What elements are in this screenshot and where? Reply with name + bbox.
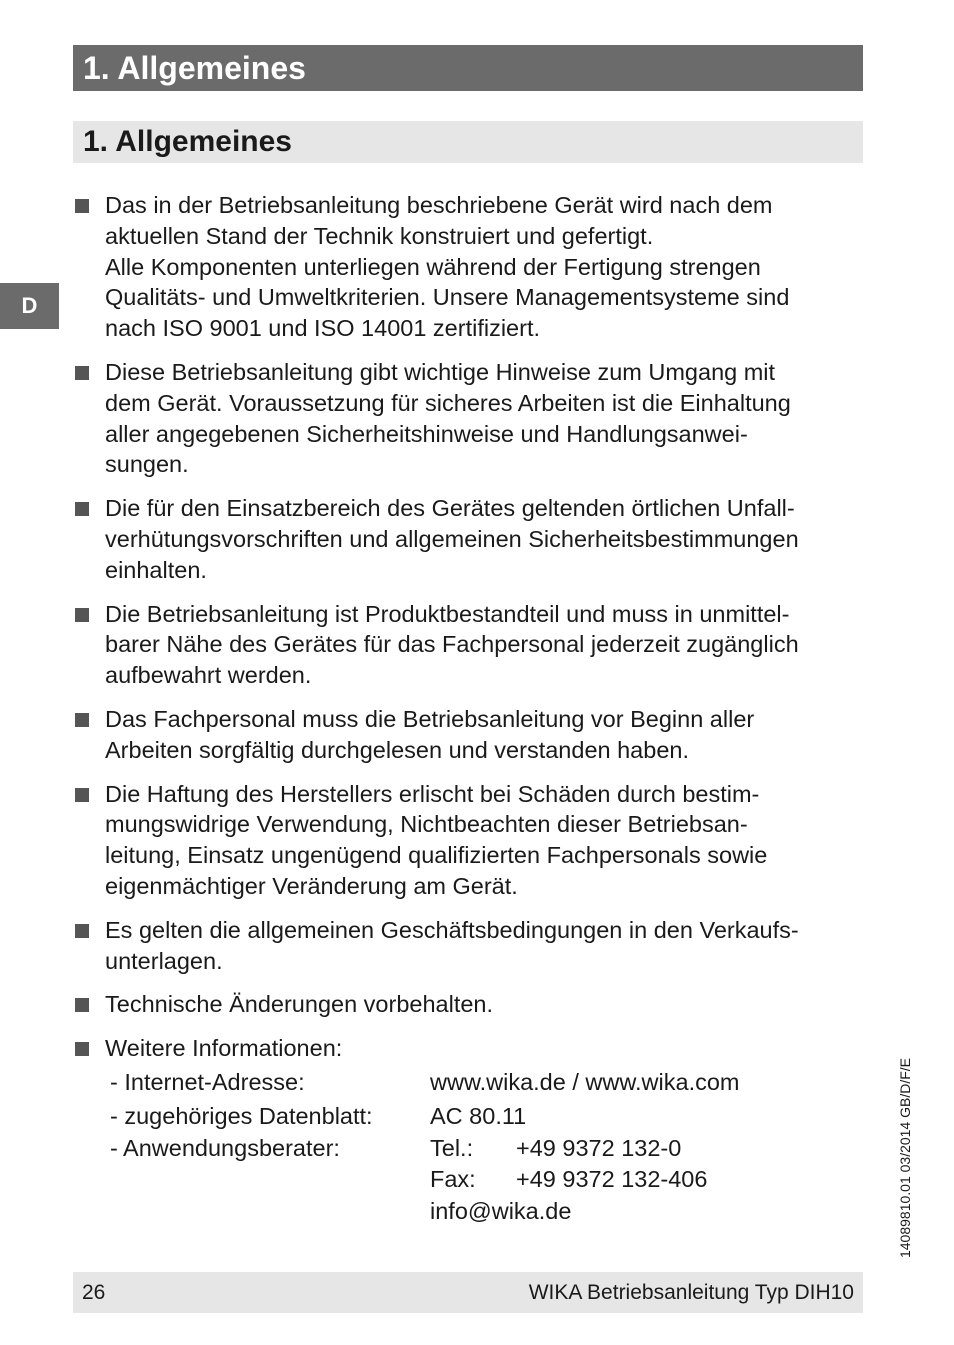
section-heading-bar <box>73 121 863 163</box>
document-code: 14089810.01 03/2014 GB/D/F/E <box>897 1057 913 1259</box>
internet-label: - Internet-Adresse: <box>110 1068 305 1095</box>
list-item <box>73 190 863 344</box>
bullet-square-icon <box>75 199 89 213</box>
list-item <box>73 915 863 977</box>
tel-line <box>430 1133 707 1165</box>
page-number: 26 <box>82 1281 106 1304</box>
list-item <box>73 1033 863 1227</box>
list-item <box>73 599 863 691</box>
list-item-text: Die Haftung des Herstellers erlischt bei Schäden durch bestim- mungswidrige Verwendung, Nichtbeachten dieser Betriebsan- leitung, Einsatz ungenügend qualifizierten Fachpersonals sowie eigenmächtiger Veränderung am Gerät. <box>105 780 768 899</box>
bullet-square-icon <box>75 608 89 622</box>
internet-value: www.wika.de / www.wika.com <box>430 1068 740 1095</box>
footer-bar <box>73 1272 863 1313</box>
list-item <box>73 779 863 902</box>
list-item-text: Weitere Informationen: <box>105 1035 343 1062</box>
header-title: 1. Allgemeines <box>83 50 306 86</box>
list-item <box>73 989 863 1020</box>
bullet-square-icon <box>75 1042 89 1056</box>
language-tab: D <box>0 283 59 329</box>
bullet-square-icon <box>75 924 89 938</box>
list-item <box>73 493 863 585</box>
contact-info-table <box>105 1067 863 1228</box>
fax-value: +49 9372 132-406 <box>516 1166 708 1193</box>
info-row-internet <box>105 1067 863 1099</box>
list-item-text: Es gelten die allgemeinen Geschäftsbedingungen in den Verkaufs- unterlagen. <box>105 916 799 974</box>
list-item-text: Die Betriebsanleitung ist Produktbestandteil und muss in unmittel- barer Nähe des Gerätes für das Fachpersonal jederzeit zugänglich aufbewahrt werden. <box>105 600 799 689</box>
list-item <box>73 357 863 480</box>
advisor-contacts <box>430 1133 707 1228</box>
bullet-square-icon <box>75 502 89 516</box>
list-item-text: Die für den Einsatzbereich des Gerätes geltenden örtlichen Unfall- verhütungsvorschriften und allgemeinen Sicherheitsbestimmungen einhalten. <box>105 495 799 583</box>
email-value: info@wika.de <box>430 1197 572 1224</box>
tel-key: Tel.: <box>430 1134 474 1161</box>
section-title: 1. Allgemeines <box>83 125 292 158</box>
tel-value: +49 9372 132-0 <box>516 1134 682 1161</box>
header-bar <box>73 45 863 91</box>
fax-line <box>430 1164 707 1196</box>
bullet-square-icon <box>75 998 89 1012</box>
list-item <box>73 704 863 766</box>
datasheet-label: - zugehöriges Datenblatt: <box>110 1103 373 1130</box>
list-item-text: Das in der Betriebsanleitung beschriebene Gerät wird nach dem aktuellen Stand der Technik konstruiert und gefertigt. Alle Komponenten unterliegen während der Fertigung strengen Qualitäts- und Umweltkriterien. Unsere Managementsysteme sind nach ISO 9001 und ISO 14001 zertifiziert. <box>105 192 790 342</box>
list-item-text: Technische Änderungen vorbehalten. <box>105 991 494 1018</box>
datasheet-value: AC 80.11 <box>430 1103 527 1130</box>
info-row-datasheet <box>105 1101 863 1133</box>
info-row-advisor <box>105 1133 863 1228</box>
bullet-square-icon <box>75 788 89 802</box>
footer-doc-title: WIKA Betriebsanleitung Typ DIH10 <box>528 1281 854 1304</box>
fax-key: Fax: <box>430 1166 476 1193</box>
list-item-text: Das Fachpersonal muss die Betriebsanleitung vor Beginn aller Arbeiten sorgfältig durchgelesen und verstanden haben. <box>105 705 755 763</box>
advisor-label: - Anwendungsberater: <box>110 1134 340 1161</box>
list-item-text: Diese Betriebsanleitung gibt wichtige Hinweise zum Umgang mit dem Gerät. Voraussetzung für sicheres Arbeiten ist die Einhaltung aller angegebenen Sicherheitshinweise und Handlungsanwei- sungen. <box>105 358 791 478</box>
bullet-list <box>73 190 863 1240</box>
bullet-square-icon <box>75 366 89 380</box>
bullet-square-icon <box>75 713 89 727</box>
